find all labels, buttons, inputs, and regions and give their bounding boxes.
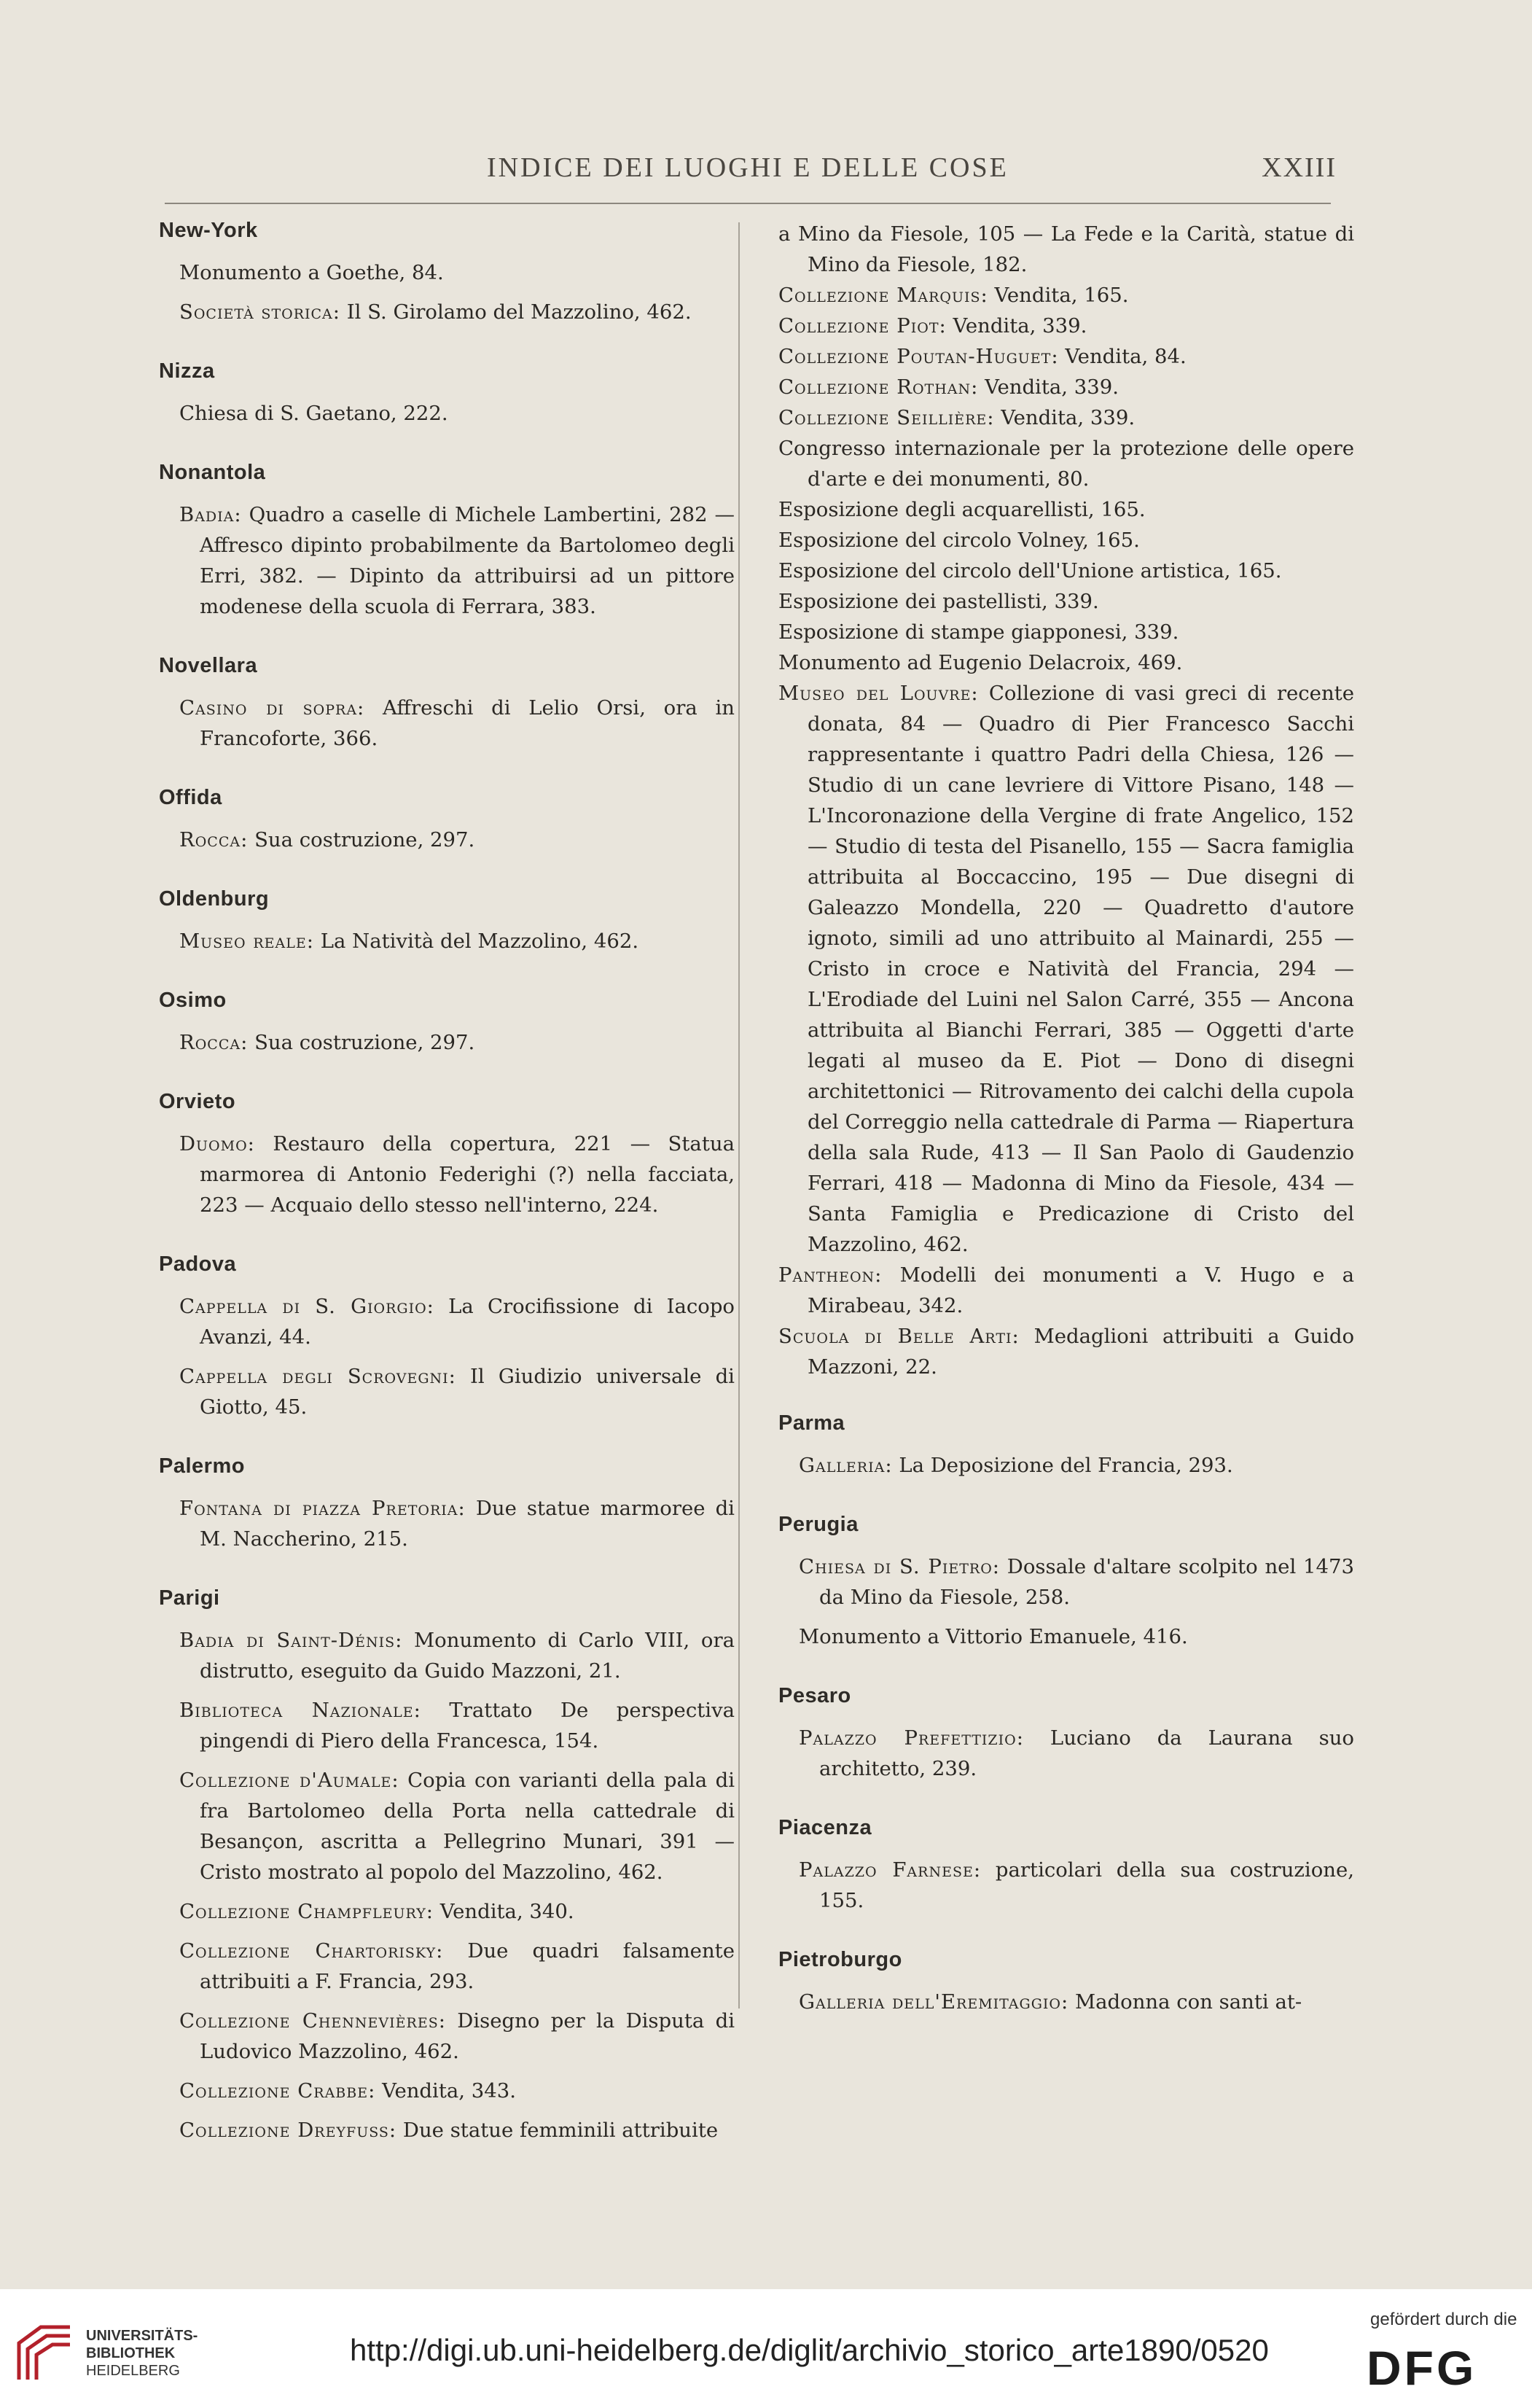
place-heading: Parma xyxy=(778,1411,845,1435)
right-column xyxy=(778,219,1354,2049)
index-entry: Esposizione degli acquarellisti, 165. xyxy=(778,498,1146,521)
index-entry: Esposizione dei pastellisti, 339. xyxy=(778,590,1099,613)
page-number: XXIII xyxy=(1262,152,1337,183)
index-entry: Pantheon: Modelli dei monumenti a V. Hugo e a Mirabeau, 342. xyxy=(778,1263,1354,1317)
index-entry: Museo del Louvre: Collezione di vasi greci di recente donata, 84 — Quadro di Pier Francesco Sacchi rappresentante i quattro Padri della Chiesa, 126 — Studio di un cane levriere di Vittore Pisano, 148 — L'Incoronazione della Vergine di frate Angelico, 152 — Studio di testa del Pisanello, 155 — Sacra famiglia attribuita al Boccaccino, 195 — Due disegni di Galeazzo Mondella, 220 — Quadretto d'autore ignoto, simili ad uno attribuito al Mainardi, 255 — Cristo in croce e Natività del Francia, 294 — L'Erodiade del Luini nel Salon Carré, 355 — Ancona attribuita al Bianchi Ferrari, 385 — Oggetti d'arte legati al museo da E. Piot — Dono di disegni architettonici — Ritrovamento dei calchi della cupola del Correggio nella cattedrale di Parma — Riapertura della sala Rude, 413 — Il San Paolo di Gaudenzio Ferrari, 418 — Madonna di Mino da Fiesole, 434 — Santa Famiglia e Predicazione di Cristo del Mazzolino, 462. xyxy=(778,682,1354,1256)
index-entry: Rocca: Sua costruzione, 297. xyxy=(179,1031,475,1054)
index-entry: Collezione Crabbe: Vendita, 343. xyxy=(179,2079,516,2103)
index-entry: Società storica: Il S. Girolamo del Mazzolino, 462. xyxy=(179,300,692,324)
index-entry: Monumento ad Eugenio Delacroix, 469. xyxy=(778,651,1183,674)
page-header xyxy=(0,152,1532,195)
place-heading: Osimo xyxy=(159,989,227,1012)
place-heading: Offida xyxy=(159,786,222,809)
running-title: INDICE DEI LUOGHI E DELLE COSE xyxy=(487,152,1009,183)
index-entry: Duomo: Restauro della copertura, 221 — Statua marmorea di Antonio Federighi (?) nella facciata, 223 — Acquaio dello stesso nell'interno, 224. xyxy=(179,1132,735,1217)
entry-list xyxy=(159,693,735,754)
index-entry: Collezione Rothan: Vendita, 339. xyxy=(778,375,1119,399)
entry-list xyxy=(159,1027,735,1058)
index-entry: Palazzo Prefettizio: Luciano da Laurana suo architetto, 239. xyxy=(799,1726,1354,1780)
index-entry: Collezione d'Aumale: Copia con varianti della pala di fra Bartolomeo della Porta nella cattedrale di Besançon, ascritta a Pellegrino Munari, 391 — Cristo mostrato al popolo del Mazzolino, 462. xyxy=(179,1769,735,1884)
entry-list xyxy=(159,926,735,956)
entry-list xyxy=(778,1551,1354,1652)
place-heading: Oldenburg xyxy=(159,887,270,911)
entry-list xyxy=(778,1987,1354,2017)
index-entry: Collezione Poutan-Huguet: Vendita, 84. xyxy=(778,345,1187,368)
index-entry: Museo reale: La Natività del Mazzolino, 462. xyxy=(179,930,639,953)
column-divider xyxy=(738,222,740,2008)
source-url-link[interactable]: http://digi.ub.uni-heidelberg.de/diglit/archivio_storico_arte1890/0520 xyxy=(350,2333,1269,2367)
library-name: UNIVERSITÄTS- BIBLIOTHEK HEIDELBERG xyxy=(86,2328,198,2379)
entry-list xyxy=(159,499,735,622)
place-heading: Pietroburgo xyxy=(778,1948,902,1971)
index-entry: Chiesa di S. Gaetano, 222. xyxy=(179,402,448,425)
entry-list xyxy=(778,1855,1354,1916)
digitization-footer xyxy=(0,2289,1532,2408)
index-entry: Collezione Chartorisky: Due quadri falsamente attribuiti a F. Francia, 293. xyxy=(179,1939,735,1993)
index-entry: Monumento a Vittorio Emanuele, 416. xyxy=(799,1625,1188,1648)
entry-list xyxy=(159,398,735,429)
index-entry: Cappella di S. Giorgio: La Crocifissione di Iacopo Avanzi, 44. xyxy=(179,1295,735,1349)
index-entry: Collezione Champfleury: Vendita, 340. xyxy=(179,1900,574,1923)
index-entry: Casino di sopra: Affreschi di Lelio Orsi, ora in Francoforte, 366. xyxy=(179,696,735,750)
index-entry: Esposizione di stampe giapponesi, 339. xyxy=(778,620,1179,644)
library-logo-icon xyxy=(12,2321,77,2384)
index-entry: Collezione Seillière: Vendita, 339. xyxy=(778,406,1136,429)
place-heading: New-York xyxy=(159,219,258,242)
index-entry: Biblioteca Nazionale: Trattato De perspectiva pingendi di Piero della Francesca, 154. xyxy=(179,1699,735,1753)
entry-list xyxy=(159,1129,735,1220)
place-heading: Palermo xyxy=(159,1454,245,1478)
place-heading: Novellara xyxy=(159,654,258,677)
index-entry: Collezione Chennevières: Disegno per la Disputa di Ludovico Mazzolino, 462. xyxy=(179,2009,735,2063)
index-entry: Congresso internazionale per la protezione delle opere d'arte e dei monumenti, 80. xyxy=(778,437,1354,491)
place-heading: Perugia xyxy=(778,1513,859,1536)
entry-list xyxy=(159,257,735,327)
left-column xyxy=(159,219,735,2178)
index-entry: Galleria dell'Eremitaggio: Madonna con santi at- xyxy=(799,1990,1302,2014)
place-heading: Pesaro xyxy=(778,1684,851,1707)
index-entry: Fontana di piazza Pretoria: Due statue marmoree di M. Naccherino, 215. xyxy=(179,1497,735,1551)
index-entry: Galleria: La Deposizione del Francia, 293. xyxy=(799,1454,1233,1477)
entry-list xyxy=(159,1625,735,2146)
place-heading: Orvieto xyxy=(159,1090,236,1113)
index-entry: Palazzo Farnese: particolari della sua costruzione, 155. xyxy=(799,1858,1354,1912)
dfg-logo: DFG xyxy=(1367,2341,1477,2395)
place-heading: Nonantola xyxy=(159,461,266,484)
index-entry: Esposizione del circolo dell'Unione artistica, 165. xyxy=(778,559,1282,582)
entry-list xyxy=(778,1723,1354,1784)
entry-list xyxy=(159,1291,735,1422)
index-entry: Monumento a Goethe, 84. xyxy=(179,261,444,284)
index-entry: Esposizione del circolo Volney, 165. xyxy=(778,529,1140,552)
index-entry: Collezione Piot: Vendita, 339. xyxy=(778,314,1087,338)
entry-list xyxy=(159,825,735,855)
entry-list xyxy=(159,1493,735,1554)
index-entry: Badia: Quadro a caselle di Michele Lambertini, 282 — Affresco dipinto probabilmente da Bartolomeo degli Erri, 382. — Dipinto da attribuirsi ad un pittore modenese della scuola di Ferrara, 383. xyxy=(179,503,735,618)
place-heading: Nizza xyxy=(159,359,215,383)
index-entry: Collezione Dreyfuss: Due statue femminili attribuite xyxy=(179,2119,719,2142)
funding-label: gefördert durch die xyxy=(1370,2310,1517,2329)
index-entry: Chiesa di S. Pietro: Dossale d'altare scolpito nel 1473 da Mino da Fiesole, 258. xyxy=(799,1555,1354,1609)
index-entry: Scuola di Belle Arti: Medaglioni attribuiti a Guido Mazzoni, 22. xyxy=(778,1325,1354,1379)
place-heading: Piacenza xyxy=(778,1816,872,1839)
index-entry: a Mino da Fiesole, 105 — La Fede e la Carità, statue di Mino da Fiesole, 182. xyxy=(778,222,1354,276)
header-rule xyxy=(165,203,1331,204)
place-heading: Parigi xyxy=(159,1586,220,1610)
index-entry: Badia di Saint-Dénis: Monumento di Carlo VIII, ora distrutto, eseguito da Guido Mazzoni, 21. xyxy=(179,1629,735,1683)
index-entry: Collezione Marquis: Vendita, 165. xyxy=(778,284,1129,307)
index-entry: Rocca: Sua costruzione, 297. xyxy=(179,828,475,852)
index-entry: Cappella degli Scrovegni: Il Giudizio universale di Giotto, 45. xyxy=(179,1365,735,1419)
entry-list xyxy=(778,1450,1354,1481)
entry-list xyxy=(778,219,1354,1382)
place-heading: Padova xyxy=(159,1252,237,1276)
